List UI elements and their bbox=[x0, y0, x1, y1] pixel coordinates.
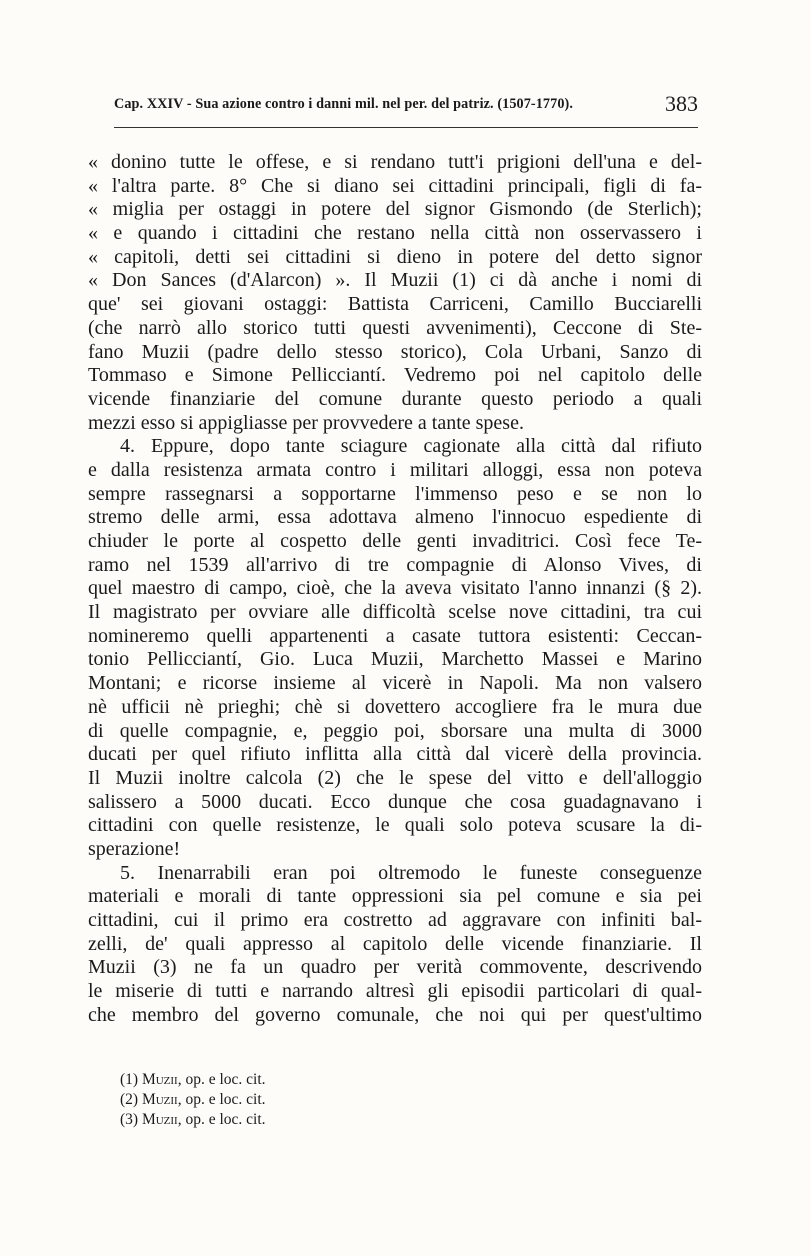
footnote-author: Muzii bbox=[141, 1071, 178, 1088]
text-line: sempre rassegnarsi a sopportarne l'immenso peso e se non lo bbox=[88, 482, 702, 505]
text-line: cittadini con quelle resistenze, le quali solo poteva scusare la di- bbox=[88, 814, 702, 837]
text-line: vicende finanziarie del comune durante questo periodo a quali bbox=[88, 387, 702, 410]
text-line: zelli, de' quali appresso al capitolo delle vicende finanziarie. Il bbox=[88, 932, 702, 955]
text-line: le miserie di tutti e narrando altresì gli episodii particolari di qual- bbox=[88, 980, 702, 1003]
footnote bbox=[120, 1110, 520, 1130]
running-title: Cap. XXIV - Sua azione contro i danni mil. nel per. del patriz. (1507-1770). bbox=[114, 96, 573, 112]
footnote-number: (1) bbox=[120, 1071, 139, 1088]
text-line: tonio Pellicciantí, Gio. Luca Muzii, Marchetto Massei e Marino bbox=[88, 648, 702, 671]
footnote-number: (3) bbox=[120, 1111, 139, 1128]
text-line: e dalla resistenza armata contro i militari alloggi, essa non poteva bbox=[88, 458, 702, 481]
text-line: quel maestro di campo, cioè, che la aveva visitato l'anno innanzi (§ 2). bbox=[88, 577, 702, 600]
text-line: stremo delle armi, essa adottava almeno l'innocuo espediente di bbox=[88, 506, 702, 529]
text-line: Muzii (3) ne fa un quadro per verità commovente, descrivendo bbox=[88, 956, 702, 979]
text-line: 4. Eppure, dopo tante sciagure cagionate alla città dal rifiuto bbox=[120, 435, 702, 458]
text-line: fano Muzii (padre dello stesso storico), Cola Urbani, Sanzo di bbox=[88, 340, 702, 363]
text-line: materiali e morali di tante oppressioni sia pel comune e sia pei bbox=[88, 885, 702, 908]
text-line: « e quando i cittadini che restano nella città non osservassero i bbox=[88, 222, 702, 245]
text-line: « Don Sances (d'Alarcon) ». Il Muzii (1) ci dà anche i nomi di bbox=[88, 269, 702, 292]
footnote-reference: , op. e loc. cit. bbox=[177, 1071, 266, 1088]
footnote-reference: , op. e loc. cit. bbox=[177, 1091, 266, 1108]
text-line: ducati per quel rifiuto inflitta alla città dal vicerè della provincia. bbox=[88, 743, 702, 766]
footnote-author: Muzii bbox=[141, 1111, 178, 1128]
body-text bbox=[88, 151, 702, 1027]
footnote-reference: , op. e loc. cit. bbox=[177, 1111, 266, 1128]
text-line: Montani; e ricorse insieme al vicerè in Napoli. Ma non valsero bbox=[88, 672, 702, 695]
running-header bbox=[114, 91, 698, 118]
text-line: « donino tutte le offese, e si rendano tutt'i prigioni dell'una e del- bbox=[88, 151, 702, 173]
text-line: « l'altra parte. 8° Che si diano sei cittadini principali, figli di fa- bbox=[88, 174, 702, 197]
text-line: que' sei giovani ostaggi: Battista Carriceni, Camillo Bucciarelli bbox=[88, 293, 702, 316]
page-number: 383 bbox=[665, 91, 698, 116]
text-line: cittadini, cui il primo era costretto ad aggravare con infiniti bal- bbox=[88, 909, 702, 931]
footnotes bbox=[120, 1070, 520, 1130]
footnote-number: (2) bbox=[120, 1091, 139, 1108]
text-line: sperazione! bbox=[88, 837, 181, 860]
text-line: 5. Inenarrabili eran poi oltremodo le funeste conseguenze bbox=[120, 861, 702, 884]
text-line: Il magistrato per ovviare alle difficoltà scelse nove cittadini, tra cui bbox=[88, 601, 702, 624]
text-line: chiuder le porte al cospetto delle genti invaditrici. Così fece Te- bbox=[88, 530, 702, 552]
text-line: Il Muzii inoltre calcola (2) che le spese del vitto e dell'alloggio bbox=[88, 766, 702, 789]
text-line: « capitoli, detti sei cittadini si dieno in potere del detto signor bbox=[88, 245, 702, 268]
header-rule bbox=[114, 127, 698, 128]
text-line: Tommaso e Simone Pellicciantí. Vedremo poi nel capitolo delle bbox=[88, 364, 702, 387]
text-line: nomineremo quelli appartenenti a casate tuttora esistenti: Ceccan- bbox=[88, 624, 702, 647]
text-line: salissero a 5000 ducati. Ecco dunque che cosa guadagnavano i bbox=[88, 790, 702, 813]
text-line: ramo nel 1539 all'arrivo di tre compagnie di Alonso Vives, di bbox=[88, 553, 702, 576]
footnote-author: Muzii bbox=[141, 1091, 178, 1108]
footnote bbox=[120, 1070, 520, 1090]
text-line: di quelle compagnie, e, peggio poi, sborsare una multa di 3000 bbox=[88, 719, 702, 742]
text-line: nè ufficii nè prieghi; chè si dovettero accogliere fra le mura due bbox=[88, 695, 702, 718]
text-line: che membro del governo comunale, che noi qui per quest'ultimo bbox=[88, 1003, 702, 1026]
text-line: « miglia per ostaggi in potere del signor Gismondo (de Sterlich); bbox=[88, 198, 702, 221]
text-line: (che narrò allo storico tutti questi avvenimenti), Ceccone di Ste- bbox=[88, 316, 702, 339]
footnote bbox=[120, 1090, 520, 1110]
text-line: mezzi esso si appigliasse per provvedere a tante spese. bbox=[88, 411, 524, 434]
